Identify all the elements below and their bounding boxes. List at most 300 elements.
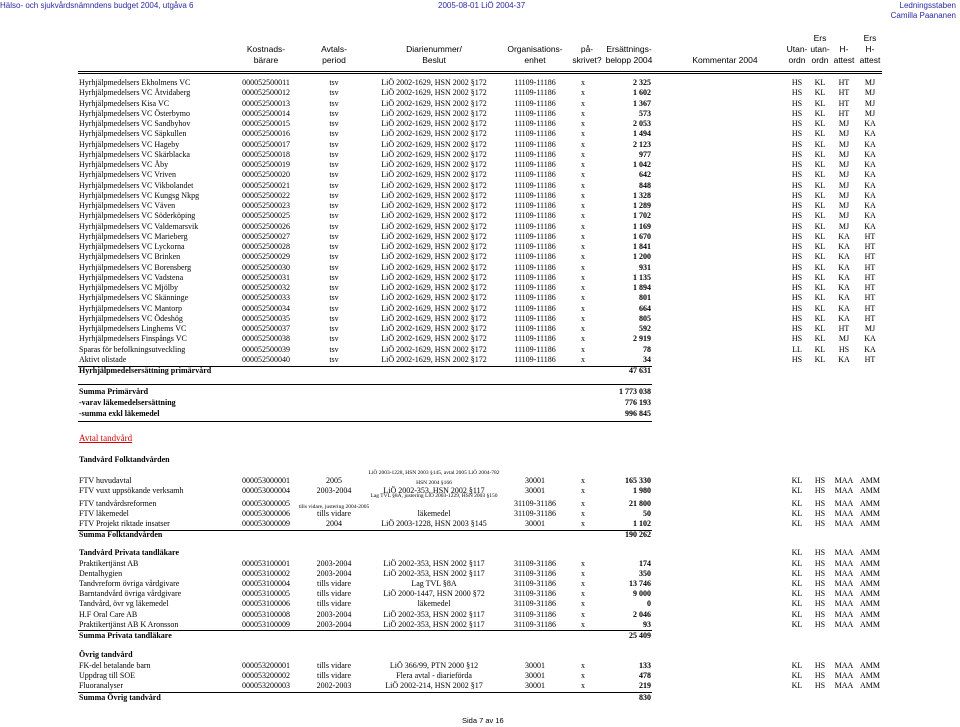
hyr-ers-h-attest: HT	[864, 231, 876, 241]
hyr-organisationsenhet: 11109-11186	[514, 272, 556, 282]
hyr-avtalsperiod: tsv	[329, 119, 339, 128]
hyr-name: Hyrhjälpmedelsers VC Hageby	[79, 139, 180, 149]
privata-total-amount: 25 409	[629, 630, 651, 640]
hyr-h-attest: MJ	[838, 170, 850, 180]
header-ersattningsbelopp: Ersättnings-	[606, 44, 652, 54]
privata-paskrivet: x	[581, 609, 585, 619]
hyr-utanordn: HS	[791, 119, 803, 128]
folk-avtalsperiod: tills vidare	[317, 509, 351, 518]
hyr-row	[0, 78, 960, 88]
hyr-belopp: 1 702	[633, 211, 651, 221]
hyr-ers-h-attest: KA	[864, 211, 876, 221]
hyr-belopp: 805	[639, 313, 651, 323]
hyr-utanordn: HS	[791, 262, 803, 272]
hyr-name: Hyrhjälpmedelsers VC Mantorp	[79, 303, 182, 313]
hyr-row	[0, 170, 960, 180]
hyr-organisationsenhet: 11109-11186	[514, 324, 556, 333]
hyr-belopp: 2 053	[633, 119, 651, 128]
folk-avtalsperiod: 2004	[326, 519, 342, 528]
privata-ers-h-attest: AMM	[859, 558, 880, 568]
hyr-kostnadsbarare: 000052500022	[242, 190, 290, 200]
hyr-paskrivet: x	[581, 170, 585, 180]
privata-ers-utanordn: HS	[814, 589, 826, 599]
hyr-belopp: 2 123	[633, 139, 651, 149]
hyr-name: Hyrhjälpmedelsers VC Vadstena	[79, 272, 184, 282]
hyr-utanordn: HS	[791, 303, 803, 313]
hyr-belopp: 1 135	[633, 272, 651, 282]
hyr-diarienummer: LiÖ 2002-1629, HSN 2002 §172	[381, 283, 487, 292]
privata-belopp: 93	[643, 619, 651, 629]
privata-name: Praktikertjänst AB K Aronsson	[79, 619, 179, 629]
hyr-avtalsperiod: tsv	[329, 98, 339, 108]
document-title: Hälso- och sjukvårdsnämndens budget 2004, utgåva 6	[0, 1, 194, 10]
summary-rule-top	[78, 384, 652, 385]
privata-ers-h-attest: AMM	[859, 609, 880, 619]
hyr-kostnadsbarare: 000052500018	[242, 149, 290, 159]
folk-rule	[78, 530, 652, 531]
folk-avtalsperiod: 2003-2004	[316, 486, 352, 495]
privata-name: Tandvård, övr vg läkemedel	[79, 599, 169, 609]
privata-heading-name: Tandvård Privata tandläkare	[79, 548, 180, 557]
folk-kostnadsbarare: 000053000009	[242, 519, 290, 528]
hyr-row	[0, 345, 960, 355]
privata-paskrivet: x	[581, 589, 585, 599]
folk-paskrivet: x	[581, 476, 585, 485]
ovrig-organisationsenhet: 30001	[525, 671, 545, 681]
hyr-ers-h-attest: KA	[864, 160, 876, 169]
hyr-kostnadsbarare: 000052500015	[242, 119, 290, 128]
hyr-organisationsenhet: 11109-11186	[514, 221, 556, 231]
hyr-diarienummer: LiÖ 2002-1629, HSN 2002 §172	[381, 160, 487, 169]
folk-diarienummer: LiÖ 2003-1228, HSN 2003 §145	[381, 519, 487, 528]
folk-diarienummer: Lag TVL §8A, justering LiÖ 2003-1229, HSN 2003 §150	[370, 493, 498, 499]
ovrig-belopp: 133	[639, 661, 651, 670]
privata-kostnadsbarare: 000053100002	[242, 568, 290, 578]
hyr-h-attest: MJ	[838, 221, 850, 231]
hyr-ers-h-attest: KA	[864, 180, 876, 190]
hyr-ers-h-attest: KA	[864, 119, 876, 128]
folk-name: FTV vuxt uppsökande verksamh	[79, 486, 184, 495]
folk-row	[0, 470, 960, 487]
hyr-kostnadsbarare: 000052500026	[242, 221, 290, 231]
folk-h-attest: MAA	[834, 509, 854, 518]
hyr-avtalsperiod: tsv	[329, 78, 339, 87]
hyr-kostnadsbarare: 000052500021	[242, 180, 290, 190]
folk-total-label: Summa Folktandvården	[79, 530, 163, 539]
privata-utanordn: KL	[791, 609, 803, 619]
privata-diarienummer: LiÖ 2002-353, HSN 2002 §117	[383, 619, 485, 629]
hyr-diarienummer: LiÖ 2002-1629, HSN 2002 §172	[381, 303, 487, 313]
hyr-utanordn: HS	[791, 88, 803, 98]
hyr-diarienummer: LiÖ 2002-1629, HSN 2002 §172	[381, 242, 487, 251]
hyr-name: Hyrhjälpmedelsers VC Lyckorna	[79, 242, 185, 251]
hyr-utanordn: HS	[791, 334, 803, 344]
privata-name: H.F Oral Care AB	[79, 609, 138, 619]
hyr-kostnadsbarare: 000052500030	[242, 262, 290, 272]
hyr-ers-h-attest: KA	[864, 139, 876, 149]
hyr-kostnadsbarare: 000052500031	[242, 272, 290, 282]
ovrig-kostnadsbarare: 000053200002	[242, 671, 290, 681]
folk-kostnadsbarare: 000053000006	[242, 509, 290, 518]
privata-ers-h-attest: AMM	[859, 599, 880, 609]
ovrig-paskrivet: x	[581, 681, 585, 691]
hyr-diarienummer: LiÖ 2002-1629, HSN 2002 §172	[381, 334, 487, 344]
hyr-ers-h-attest: MJ	[864, 98, 876, 108]
hyr-h-attest: HT	[838, 98, 850, 108]
hyr-name: Hyrhjälpmedelsers Linghems VC	[79, 324, 187, 333]
privata-organisationsenhet: 31109-31186	[513, 568, 557, 578]
folk-name: FTV huvudavtal	[79, 476, 132, 485]
hyr-name: Hyrhjälpmedelsers VC Söderköping	[79, 211, 196, 221]
hyr-utanordn: HS	[791, 160, 803, 169]
hyr-diarienummer: LiÖ 2002-1629, HSN 2002 §172	[381, 119, 487, 128]
privata-row	[0, 589, 960, 599]
hyr-organisationsenhet: 11109-11186	[514, 129, 556, 139]
folk-name: FTV tandvårdsreformen	[79, 499, 157, 508]
hyr-name: Hyrhjälpmedelsers VC Åtvidaberg	[79, 88, 191, 98]
hyr-paskrivet: x	[581, 262, 585, 272]
hyr-avtalsperiod: tsv	[329, 242, 339, 251]
privata-organisationsenhet: 31109-31186	[513, 599, 557, 609]
folk-ers-h-attest: AMM	[859, 509, 880, 518]
privata-avtalsperiod: tills vidare	[317, 599, 351, 609]
ovrig-row	[0, 681, 960, 691]
privata-h-attest: MAA	[834, 599, 854, 609]
privata-kostnadsbarare: 000053100001	[242, 558, 290, 568]
privata-ers-utanordn: HS	[814, 568, 826, 578]
hyr-avtalsperiod: tsv	[329, 201, 339, 210]
folk-belopp: 50	[643, 509, 651, 518]
lakemedel-amount: 776 193	[625, 398, 651, 407]
hyr-ers-utanordn: KL	[814, 78, 826, 87]
privata-heading-h-attest: MAA	[834, 548, 854, 557]
hyr-row	[0, 304, 960, 314]
privata-avtalsperiod: 2003-2004	[316, 619, 352, 629]
hyr-belopp: 78	[643, 344, 651, 354]
hyr-paskrivet: x	[581, 303, 585, 313]
privata-diarienummer: LiÖ 2000-1447, HSN 2000 §72	[383, 589, 485, 599]
hyr-belopp: 1 494	[633, 129, 651, 139]
hyr-h-attest: KA	[838, 283, 850, 292]
hyr-name: Hyrhjälpmedelsers VC Skärblacka	[79, 149, 190, 159]
ovrig-name: FK-del betalande barn	[79, 661, 151, 670]
folk-utanordn: KL	[791, 499, 803, 508]
ovrig-h-attest: MAA	[834, 671, 854, 681]
privata-avtalsperiod: 2003-2004	[316, 609, 352, 619]
privata-ers-utanordn: HS	[814, 578, 826, 588]
folk-paskrivet: x	[581, 509, 585, 518]
privata-heading-ers-h-attest: AMM	[859, 548, 880, 557]
hyr-ers-utanordn: KL	[814, 252, 826, 262]
privata-utanordn: KL	[791, 568, 803, 578]
hyr-avtalsperiod: tsv	[329, 272, 339, 282]
folk-organisationsenhet: 30001	[525, 486, 545, 495]
hyr-name: Hyrhjälpmedelsers VC Vriven	[79, 170, 176, 180]
header-avtalsperiod: Avtals-	[321, 44, 347, 54]
privata-organisationsenhet: 31109-31186	[513, 609, 557, 619]
hyr-utanordn: HS	[791, 180, 803, 190]
hyr-ers-utanordn: KL	[814, 324, 826, 333]
privata-row	[0, 620, 960, 630]
folk-ers-h-attest: AMM	[859, 486, 880, 495]
folk-belopp: 1 980	[633, 486, 651, 495]
privata-row	[0, 610, 960, 620]
hyr-ers-h-attest: HT	[864, 313, 876, 323]
privata-utanordn: KL	[791, 578, 803, 588]
hyr-row	[0, 222, 960, 232]
section1-total-amount: 47 631	[629, 366, 651, 375]
hyr-kostnadsbarare: 000052500027	[242, 231, 290, 241]
hyr-organisationsenhet: 11109-11186	[514, 98, 556, 108]
hyr-paskrivet: x	[581, 354, 585, 364]
header-organisationsenhet: enhet	[524, 55, 546, 65]
hyr-belopp: 1 602	[633, 88, 651, 98]
folk-kostnadsbarare: 000053000004	[242, 486, 290, 495]
privata-utanordn: KL	[791, 599, 803, 609]
hyr-avtalsperiod: tsv	[329, 231, 339, 241]
hyr-kostnadsbarare: 000052500017	[242, 139, 290, 149]
section1-total-label: Hyrhjälpmedelsersättning primärvård	[79, 366, 212, 375]
hyr-row	[0, 99, 960, 109]
privata-row	[0, 599, 960, 609]
hyr-paskrivet: x	[581, 242, 585, 251]
privata-belopp: 0	[647, 599, 651, 609]
hyr-organisationsenhet: 11109-11186	[514, 170, 556, 180]
department-name: Ledningsstaben	[899, 1, 956, 10]
folk-organisationsenhet: 31109-31186	[513, 509, 557, 518]
ovrig-utanordn: KL	[791, 661, 803, 670]
hyr-organisationsenhet: 11109-11186	[514, 334, 556, 344]
folk-h-attest: MAA	[834, 486, 854, 495]
hyr-organisationsenhet: 11109-11186	[514, 252, 556, 262]
hyr-name: Hyrhjälpmedelsers VC Kungsg Nkpg	[79, 190, 200, 200]
hyr-row	[0, 314, 960, 324]
hyr-organisationsenhet: 11109-11186	[514, 303, 556, 313]
hyr-utanordn: HS	[791, 293, 803, 303]
ovrig-utanordn: KL	[791, 671, 803, 681]
privata-ers-utanordn: HS	[814, 599, 826, 609]
ovrig-kostnadsbarare: 000053200003	[242, 681, 290, 691]
header-paskrivet: på-	[580, 44, 594, 54]
hyr-avtalsperiod: tsv	[329, 139, 339, 149]
header-ershattest: H-	[865, 44, 875, 54]
hyr-ers-h-attest: HT	[864, 303, 876, 313]
hyr-utanordn: HS	[791, 252, 803, 262]
header-kostnadsbarare: Kostnads-	[246, 44, 286, 54]
privata-h-attest: MAA	[834, 619, 854, 629]
lakemedel-label: -varav läkemedelsersättning	[79, 398, 176, 407]
folk-name: FTV läkemedel	[79, 509, 129, 518]
hyr-row	[0, 109, 960, 119]
hyr-avtalsperiod: tsv	[329, 221, 339, 231]
hyr-avtalsperiod: tsv	[329, 160, 339, 169]
privata-belopp: 13 746	[629, 578, 651, 588]
ovrig-organisationsenhet: 30001	[525, 681, 545, 691]
hyr-row	[0, 211, 960, 221]
summary-rule-bottom	[78, 421, 652, 422]
hyr-ers-h-attest: HT	[864, 252, 876, 262]
hyr-ers-utanordn: KL	[814, 262, 826, 272]
privata-row	[0, 559, 960, 569]
hyr-name: Hyrhjälpmedelsers VC Åby	[79, 160, 169, 169]
ovrig-total-label: Summa Övrig tandvård	[79, 692, 161, 702]
hyr-paskrivet: x	[581, 344, 585, 354]
hyr-organisationsenhet: 11109-11186	[514, 242, 556, 251]
hyr-row	[0, 263, 960, 273]
hyr-kostnadsbarare: 000052500033	[242, 293, 290, 303]
hyr-paskrivet: x	[581, 119, 585, 128]
hyr-paskrivet: x	[581, 129, 585, 139]
hyr-paskrivet: x	[581, 201, 585, 210]
privata-total-label: Summa Privata tandläkare	[79, 630, 172, 640]
hyr-name: Hyrhjälpmedelsers Finspångs VC	[79, 334, 187, 344]
hyr-ers-utanordn: KL	[814, 221, 826, 231]
hyr-name: Hyrhjälpmedelsers VC Marieberg	[79, 231, 188, 241]
privata-belopp: 174	[639, 558, 651, 568]
folk-ers-utanordn: HS	[814, 509, 826, 518]
hyr-name: Hyrhjälpmedelsers Kisa VC	[79, 98, 170, 108]
hyr-ers-h-attest: HT	[864, 242, 876, 251]
hyr-row	[0, 334, 960, 344]
privata-belopp: 2 046	[633, 609, 651, 619]
hyr-name: Hyrhjälpmedelsers VC Väven	[79, 201, 176, 210]
hyr-avtalsperiod: tsv	[329, 354, 339, 364]
hyr-paskrivet: x	[581, 88, 585, 98]
privata-kostnadsbarare: 000053100006	[242, 599, 290, 609]
hyr-diarienummer: LiÖ 2002-1629, HSN 2002 §172	[381, 108, 487, 118]
folk-kostnadsbarare: 000053000001	[242, 476, 290, 485]
hyr-belopp: 642	[639, 170, 651, 180]
ovrig-diarienummer: LiÖ 366/99, PTN 2000 §12	[389, 661, 479, 670]
folk-organisationsenhet: 31109-31186	[513, 499, 557, 508]
header-ersattningsbelopp: belopp 2004	[605, 55, 653, 65]
hyr-utanordn: HS	[791, 231, 803, 241]
privata-avtalsperiod: tills vidare	[317, 589, 351, 599]
hyr-diarienummer: LiÖ 2002-1629, HSN 2002 §172	[381, 139, 487, 149]
hyr-utanordn: HS	[791, 211, 803, 221]
hyr-ers-utanordn: KL	[814, 149, 826, 159]
privata-h-attest: MAA	[834, 589, 854, 599]
hyr-ers-h-attest: MJ	[864, 78, 876, 87]
hyr-row	[0, 242, 960, 252]
hyr-ers-utanordn: KL	[814, 242, 826, 251]
privata-diarienummer: läkemedel	[417, 599, 451, 609]
hyr-utanordn: HS	[791, 129, 803, 139]
hyr-ers-h-attest: MJ	[864, 88, 876, 98]
hyr-avtalsperiod: tsv	[329, 334, 339, 344]
privata-ers-utanordn: HS	[814, 619, 826, 629]
ovrig-name: Fluoranalyser	[79, 681, 123, 691]
header-hattest: H-	[839, 44, 849, 54]
privata-organisationsenhet: 31109-31186	[513, 589, 557, 599]
hyr-diarienummer: LiÖ 2002-1629, HSN 2002 §172	[381, 221, 487, 231]
folk-ers-utanordn: HS	[814, 519, 826, 528]
hyr-organisationsenhet: 11109-11186	[514, 149, 556, 159]
hyr-h-attest: HT	[838, 324, 850, 333]
privata-ers-h-attest: AMM	[859, 578, 880, 588]
hyr-ers-h-attest: KA	[864, 170, 876, 180]
hyr-row	[0, 293, 960, 303]
privata-kostnadsbarare: 000053100004	[242, 578, 290, 588]
folk-ers-h-attest: AMM	[859, 476, 880, 485]
ovrig-h-attest: MAA	[834, 681, 854, 691]
hyr-ers-utanordn: KL	[814, 119, 826, 128]
hyr-avtalsperiod: tsv	[329, 129, 339, 139]
hyr-ers-h-attest: HT	[864, 262, 876, 272]
hyr-kostnadsbarare: 000052500035	[242, 313, 290, 323]
hyr-diarienummer: LiÖ 2002-1629, HSN 2002 §172	[381, 252, 487, 262]
hyr-kostnadsbarare: 000052500034	[242, 303, 290, 313]
privata-ers-utanordn: HS	[814, 558, 826, 568]
hyr-avtalsperiod: tsv	[329, 88, 339, 98]
hyr-ers-utanordn: KL	[814, 272, 826, 282]
ovrig-total-amount: 830	[639, 692, 651, 702]
folk-name: FTV Projekt riktade insatser	[79, 519, 170, 528]
hyr-row	[0, 140, 960, 150]
hyr-ers-h-attest: KA	[864, 334, 876, 344]
ovrig-diarienummer: LiÖ 2002-214, HSN 2002 §17	[385, 681, 483, 691]
hyr-diarienummer: LiÖ 2002-1629, HSN 2002 §172	[381, 262, 487, 272]
hyr-kostnadsbarare: 000052500012	[242, 88, 290, 98]
hyr-row	[0, 160, 960, 170]
privata-heading-row	[0, 548, 960, 558]
hyr-row	[0, 355, 960, 365]
header-ershattest: Ers	[863, 33, 877, 43]
hyr-ers-h-attest: KA	[864, 344, 876, 354]
ovrig-rule	[78, 692, 652, 693]
hyr-diarienummer: LiÖ 2002-1629, HSN 2002 §172	[381, 211, 487, 221]
hyr-paskrivet: x	[581, 221, 585, 231]
hyr-utanordn: HS	[791, 108, 803, 118]
hyr-organisationsenhet: 11109-11186	[514, 293, 556, 303]
hyr-ers-utanordn: KL	[814, 180, 826, 190]
ovrig-row	[0, 671, 960, 681]
hyr-organisationsenhet: 11109-11186	[514, 313, 556, 323]
folk-utanordn: KL	[791, 476, 803, 485]
hyr-utanordn: HS	[791, 170, 803, 180]
hyr-belopp: 931	[639, 262, 651, 272]
ovrig-ers-utanordn: HS	[814, 681, 826, 691]
folk-organisationsenhet: 30001	[525, 519, 545, 528]
hyr-row	[0, 129, 960, 139]
hyr-kostnadsbarare: 000052500014	[242, 108, 290, 118]
privata-paskrivet: x	[581, 568, 585, 578]
hyr-utanordn: HS	[791, 354, 803, 364]
hyr-name: Hyrhjälpmedelsers VC Brinken	[79, 252, 181, 262]
hyr-h-attest: HT	[838, 78, 850, 87]
header-diarienummer: Diarienummer/	[406, 44, 462, 54]
ovrig-name: Uppdrag till SOE	[79, 671, 135, 681]
hyr-h-attest: MJ	[838, 334, 850, 344]
folk-diarienummer: läkemedel	[417, 509, 451, 518]
privata-organisationsenhet: 31109-31186	[513, 558, 557, 568]
hyr-belopp: 801	[639, 293, 651, 303]
hyr-kostnadsbarare: 000052500023	[242, 201, 290, 210]
privata-h-attest: MAA	[834, 609, 854, 619]
hyr-organisationsenhet: 11109-11186	[514, 160, 556, 169]
privata-diarienummer: LiÖ 2002-353, HSN 2002 §117	[383, 609, 485, 619]
hyr-h-attest: MJ	[838, 139, 850, 149]
hyr-belopp: 1 042	[633, 160, 651, 169]
hyr-paskrivet: x	[581, 293, 585, 303]
ovrig-ers-utanordn: HS	[814, 671, 826, 681]
hyr-ers-utanordn: KL	[814, 170, 826, 180]
hyr-utanordn: HS	[791, 149, 803, 159]
privata-utanordn: KL	[791, 589, 803, 599]
hyr-utanordn: HS	[791, 272, 803, 282]
hyr-ers-utanordn: KL	[814, 313, 826, 323]
header-kostnadsbarare: bärare	[253, 55, 279, 65]
